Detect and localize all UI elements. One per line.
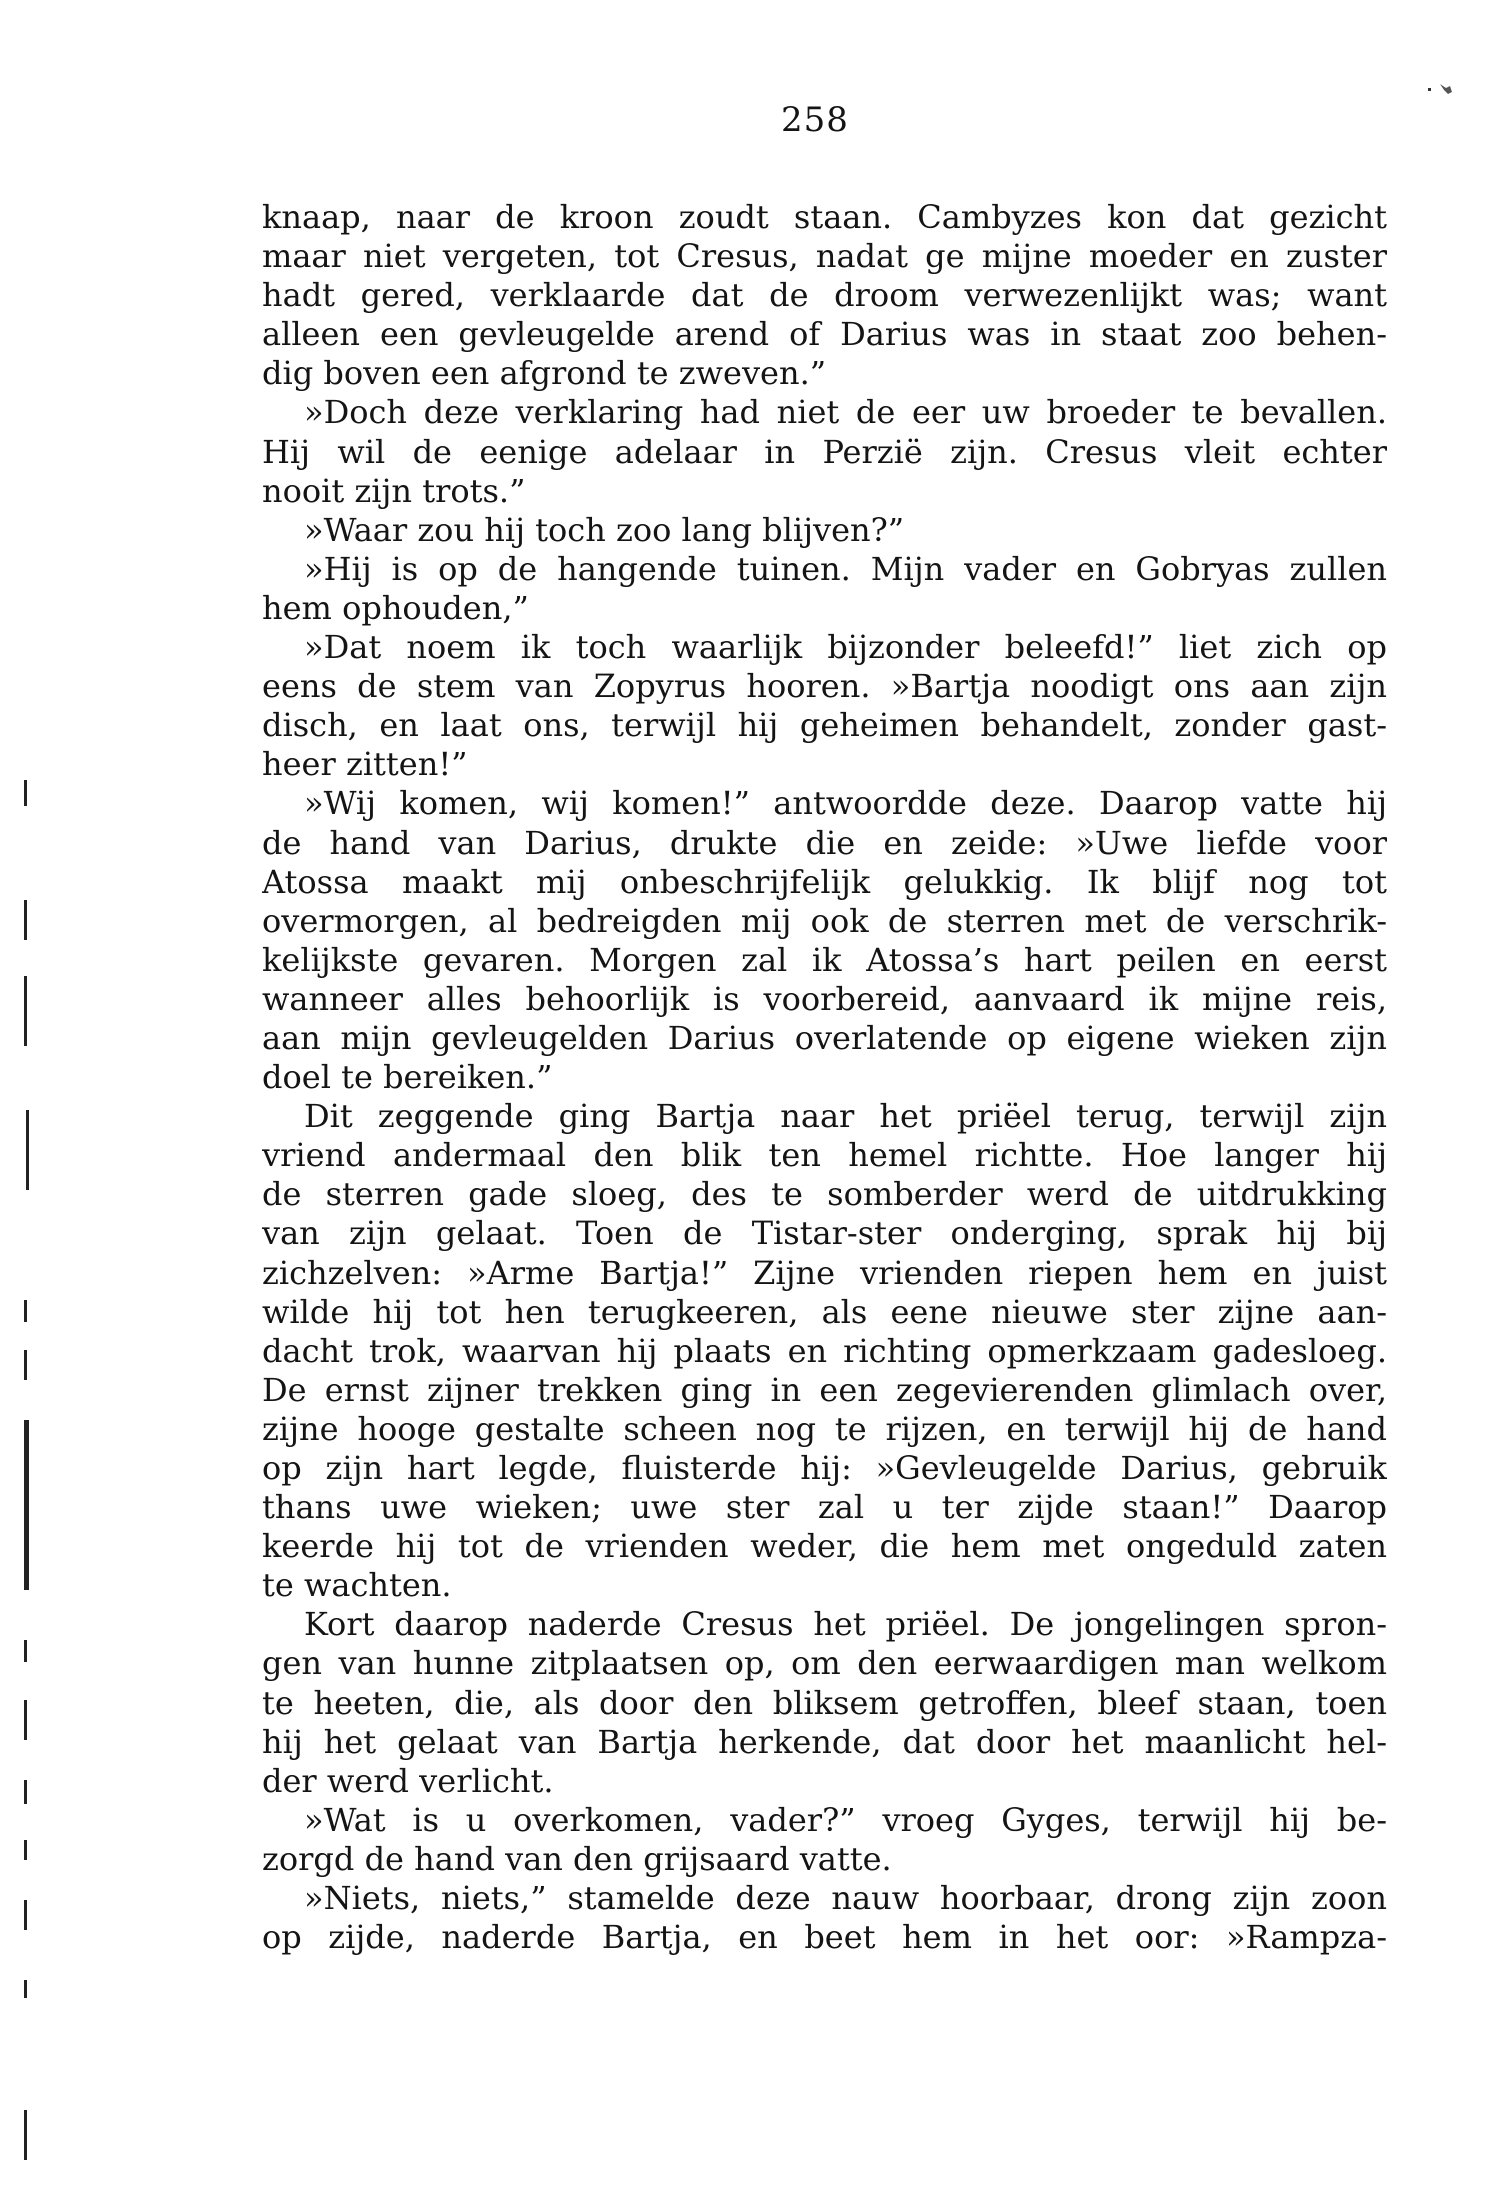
text-line: »Niets, niets,” stamelde deze nauw hoorbaar, drong zijn zoon bbox=[304, 1879, 1387, 1918]
text-line: doel te bereiken.” bbox=[262, 1058, 553, 1097]
text-line: Dit zeggende ging Bartja naar het priëel terug, terwijl zijn bbox=[304, 1097, 1387, 1136]
text-line: te wachten. bbox=[262, 1566, 452, 1605]
text-line: de sterren gade sloeg, des te somberder werd de uitdrukking bbox=[262, 1175, 1387, 1214]
text-line: aan mijn gevleugelden Darius overlatende op eigene wieken zijn bbox=[262, 1018, 1387, 1057]
text-line: zorgd de hand van den grijsaard vatte. bbox=[262, 1839, 892, 1878]
text-line: »Wat is u overkomen, vader?” vroeg Gyges, terwijl hij be- bbox=[304, 1800, 1387, 1839]
text-line: vriend andermaal den blik ten hemel richtte. Hoe langer hij bbox=[262, 1136, 1387, 1175]
text-line: wanneer alles behoorlijk is voorbereid, aanvaard ik mijne reis, bbox=[262, 979, 1387, 1018]
scan-speck bbox=[1428, 82, 1454, 96]
text-line: »Wij komen, wij komen!” antwoordde deze. Daarop vatte hij bbox=[304, 784, 1387, 823]
text-line: zichzelven: »Arme Bartja!” Zijne vrienden riepen hem en juist bbox=[262, 1253, 1387, 1292]
text-line: wilde hij tot hen terugkeeren, als eene nieuwe ster zijne aan- bbox=[262, 1292, 1387, 1331]
text-line: disch, en laat ons, terwijl hij geheimen behandelt, zonder gast- bbox=[262, 706, 1387, 745]
text-line: dacht trok, waarvan hij plaats en richting opmerkzaam gadesloeg. bbox=[262, 1331, 1387, 1370]
text-line: te heeten, die, als door den bliksem getroffen, bleef staan, toen bbox=[262, 1683, 1387, 1722]
text-line: De ernst zijner trekken ging in een zegevierenden glimlach over, bbox=[262, 1370, 1387, 1409]
text-line: zijne hooge gestalte scheen nog te rijzen, en terwijl hij de hand bbox=[262, 1409, 1387, 1448]
text-line: heer zitten!” bbox=[262, 745, 468, 784]
text-line: eens de stem van Zopyrus hooren. »Bartja noodigt ons aan zijn bbox=[262, 667, 1387, 706]
text-line: »Waar zou hij toch zoo lang blijven?” bbox=[304, 510, 905, 549]
text-line: maar niet vergeten, tot Cresus, nadat ge mijne moeder en zuster bbox=[262, 237, 1387, 276]
text-line: hem ophouden,” bbox=[262, 588, 529, 627]
text-line: de hand van Darius, drukte die en zeide: »Uwe liefde voor bbox=[262, 823, 1387, 862]
text-line: »Doch deze verklaring had niet de eer uw broeder te bevallen. bbox=[304, 393, 1387, 432]
text-line: kelijkste gevaren. Morgen zal ik Atossa’s hart peilen en eerst bbox=[262, 940, 1387, 979]
page-number: 258 bbox=[781, 100, 849, 140]
text-line: overmorgen, al bedreigden mij ook de sterren met de verschrik- bbox=[262, 901, 1387, 940]
text-line: hadt gered, verklaarde dat de droom verwezenlijkt was; want bbox=[262, 276, 1387, 315]
text-line: Hij wil de eenige adelaar in Perzië zijn. Cresus vleit echter bbox=[262, 432, 1387, 471]
text-line: Atossa maakt mij onbeschrijfelijk gelukkig. Ik blijf nog tot bbox=[262, 862, 1387, 901]
text-line: dig boven een afgrond te zweven.” bbox=[262, 354, 827, 393]
text-line: nooit zijn trots.” bbox=[262, 471, 526, 510]
text-line: gen van hunne zitplaatsen op, om den eerwaardigen man welkom bbox=[262, 1644, 1387, 1683]
text-line: op zijn hart legde, fluisterde hij: »Gevleugelde Darius, gebruik bbox=[262, 1449, 1387, 1487]
text-line: hij het gelaat van Bartja herkende, dat door het maanlicht hel- bbox=[262, 1722, 1387, 1761]
text-line: op zijde, naderde Bartja, en beet hem in het oor: »Rampza- bbox=[262, 1918, 1387, 1957]
text-line: knaap, naar de kroon zoudt staan. Cambyzes kon dat gezicht bbox=[262, 198, 1387, 236]
text-line: alleen een gevleugelde arend of Darius was in staat zoo behen- bbox=[262, 315, 1387, 354]
text-line: van zijn gelaat. Toen de Tistar-ster onderging, sprak hij bij bbox=[262, 1214, 1387, 1253]
text-line: der werd verlicht. bbox=[262, 1761, 554, 1800]
text-line: »Dat noem ik toch waarlijk bijzonder beleefd!” liet zich op bbox=[304, 628, 1387, 667]
text-line: keerde hij tot de vrienden weder, die hem met ongeduld zaten bbox=[262, 1527, 1387, 1566]
scan-margin-marks bbox=[24, 780, 54, 2170]
text-line: Kort daarop naderde Cresus het priëel. De jongelingen spron- bbox=[304, 1605, 1387, 1644]
text-line: »Hij is op de hangende tuinen. Mijn vader en Gobryas zullen bbox=[304, 549, 1387, 588]
body-text bbox=[262, 198, 1387, 1957]
text-line: thans uwe wieken; uwe ster zal u ter zijde staan!” Daarop bbox=[262, 1488, 1387, 1527]
